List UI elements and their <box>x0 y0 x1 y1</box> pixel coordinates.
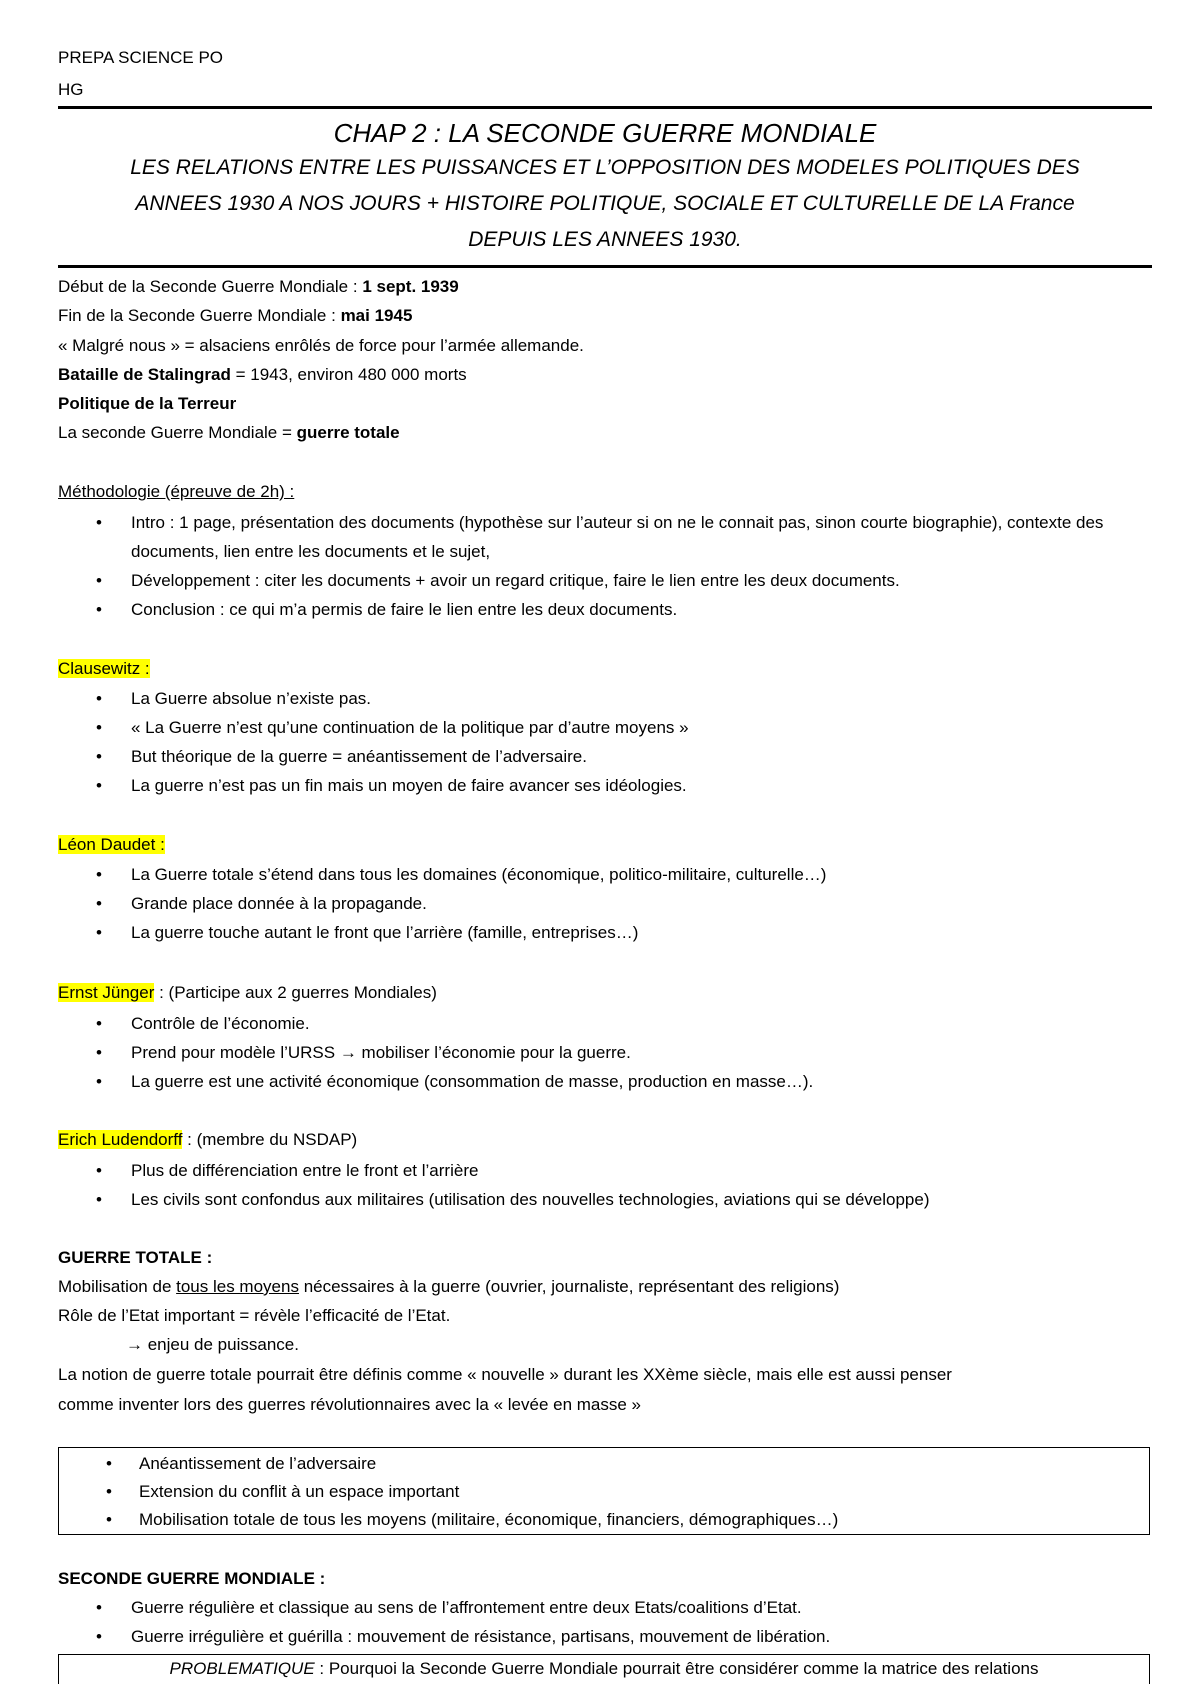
clausewitz-list <box>58 684 689 800</box>
clausewitz-heading <box>58 658 150 680</box>
fact-totale-value: guerre totale <box>296 423 400 442</box>
fact-debut-value: 1 sept. 1939 <box>362 277 459 296</box>
title-block <box>58 116 1152 258</box>
junger-heading-suffix: : (Participe aux 2 guerres Mondiales) <box>154 983 437 1002</box>
list-item: • La Guerre totale s’étend dans tous les domaines (économique, politico-militaire, culturelle…) <box>58 860 826 889</box>
title-bottom-rule <box>58 265 1152 268</box>
list-item: • Guerre irrégulière et guérilla : mouvement de résistance, partisans, mouvement de libération. <box>58 1622 830 1651</box>
list-item: • Mobilisation totale de tous les moyens (militaire, économique, financiers, démographiques…) <box>59 1506 1149 1534</box>
fact-stalingrad <box>58 364 467 386</box>
problematique-box <box>58 1654 1150 1684</box>
junger-heading <box>58 982 437 1004</box>
daudet-list <box>58 860 826 947</box>
fact-malgre-nous: « Malgré nous » = alsaciens enrôlés de force pour l’armée allemande. <box>58 336 584 355</box>
daudet-heading-text: Léon Daudet : <box>58 835 165 854</box>
clausewitz-heading-text: Clausewitz : <box>58 659 150 678</box>
list-item: • Anéantissement de l’adversaire <box>59 1450 1149 1478</box>
guerre-totale-line-4: La notion de guerre totale pourrait être définis comme « nouvelle » durant les XXème siècle, mais elle est aussi penser <box>58 1365 952 1384</box>
header-line-1: PREPA SCIENCE PO <box>58 48 224 67</box>
summary-box <box>58 1447 1150 1535</box>
gt-l1-b: nécessaires à la guerre (ouvrier, journaliste, représentant des religions) <box>298 1277 840 1296</box>
ludendorff-heading-suffix: : (membre du NSDAP) <box>182 1130 358 1149</box>
methodologie-list <box>58 508 1121 624</box>
list-item: • Guerre régulière et classique au sens de l’affrontement entre deux Etats/coalitions d’Etat. <box>58 1593 830 1622</box>
list-item: • Extension du conflit à un espace important <box>59 1478 1149 1506</box>
list-item: • Conclusion : ce qui m’a permis de faire le lien entre les deux documents. <box>58 595 1121 624</box>
list-item: • But théorique de la guerre = anéantissement de l’adversaire. <box>58 742 689 771</box>
fact-debut-label: Début de la Seconde Guerre Mondiale : <box>58 277 363 296</box>
ludendorff-heading-text: Erich Ludendorff <box>58 1130 183 1149</box>
junger-heading-text: Ernst Jünger <box>58 983 155 1002</box>
fact-stalingrad-value: = 1943, environ 480 000 morts <box>230 365 467 384</box>
fact-fin-label: Fin de la Seconde Guerre Mondiale : <box>58 306 341 325</box>
list-item: • Grande place donnée à la propagande. <box>58 889 826 918</box>
list-item: • La guerre n’est pas un fin mais un moyen de faire avancer ses idéologies. <box>58 771 689 800</box>
fact-fin <box>58 305 412 327</box>
list-item: • Intro : 1 page, présentation des documents (hypothèse sur l’auteur si on ne le connait pas, sinon courte biographie), contexte des documents, lien entre les documents et le sujet, <box>58 508 1121 566</box>
ludendorff-heading <box>58 1129 357 1151</box>
guerre-totale-heading: GUERRE TOTALE : <box>58 1248 213 1267</box>
summary-box-list <box>59 1448 1149 1534</box>
list-item: • La Guerre absolue n’existe pas. <box>58 684 689 713</box>
subtitle-line-1: LES RELATIONS ENTRE LES PUISSANCES ET L’OPPOSITION DES MODELES POLITIQUES DES <box>130 156 1080 179</box>
header-line-2: HG <box>58 80 84 99</box>
guerre-totale-line-2: Rôle de l’Etat important = révèle l’efficacité de l’Etat. <box>58 1306 451 1325</box>
list-item: • Plus de différenciation entre le front et l’arrière <box>58 1156 930 1185</box>
sgm-list <box>58 1593 830 1651</box>
fact-terreur: Politique de la Terreur <box>58 394 237 413</box>
list-item: • Les civils sont confondus aux militaires (utilisation des nouvelles technologies, aviations qui se développe) <box>58 1185 930 1214</box>
guerre-totale-line-5: comme inventer lors des guerres révolutionnaires avec la « levée en masse » <box>58 1395 642 1414</box>
fact-debut <box>58 276 459 298</box>
gt-l1-underlined: tous les moyens <box>176 1277 299 1296</box>
list-item: • Développement : citer les documents + avoir un regard critique, faire le lien entre les deux documents. <box>58 566 1121 595</box>
list-item: • La guerre est une activité économique (consommation de masse, production en masse…). <box>58 1067 813 1096</box>
list-item: • Prend pour modèle l’URSS → mobiliser l’économie pour la guerre. <box>58 1038 813 1067</box>
fact-totale-label: La seconde Guerre Mondiale = <box>58 423 297 442</box>
problematique-label: PROBLEMATIQUE <box>169 1659 315 1678</box>
ludendorff-list <box>58 1156 930 1214</box>
chapter-title: CHAP 2 : LA SECONDE GUERRE MONDIALE <box>333 118 877 148</box>
junger-list <box>58 1009 813 1096</box>
gt-l1-a: Mobilisation de <box>58 1277 177 1296</box>
guerre-totale-line-3: → enjeu de puissance. <box>126 1335 299 1354</box>
methodologie-heading: Méthodologie (épreuve de 2h) : <box>58 482 295 501</box>
fact-stalingrad-label: Bataille de Stalingrad <box>58 365 231 384</box>
sgm-heading: SECONDE GUERRE MONDIALE : <box>58 1569 326 1588</box>
list-item: • Contrôle de l’économie. <box>58 1009 813 1038</box>
list-item: • « La Guerre n’est qu’une continuation de la politique par d’autre moyens » <box>58 713 689 742</box>
subtitle-line-3: DEPUIS LES ANNEES 1930. <box>468 228 742 251</box>
fact-guerre-totale <box>58 422 400 444</box>
problematique-text: : Pourquoi la Seconde Guerre Mondiale pourrait être considérer comme la matrice des relations <box>314 1659 1039 1678</box>
daudet-heading <box>58 834 165 856</box>
subtitle-line-2: ANNEES 1930 A NOS JOURS + HISTOIRE POLITIQUE, SOCIALE ET CULTURELLE DE LA France <box>135 192 1075 215</box>
top-rule <box>58 106 1152 109</box>
fact-fin-value: mai 1945 <box>340 306 413 325</box>
list-item: • La guerre touche autant le front que l’arrière (famille, entreprises…) <box>58 918 826 947</box>
guerre-totale-line-1 <box>58 1276 839 1298</box>
